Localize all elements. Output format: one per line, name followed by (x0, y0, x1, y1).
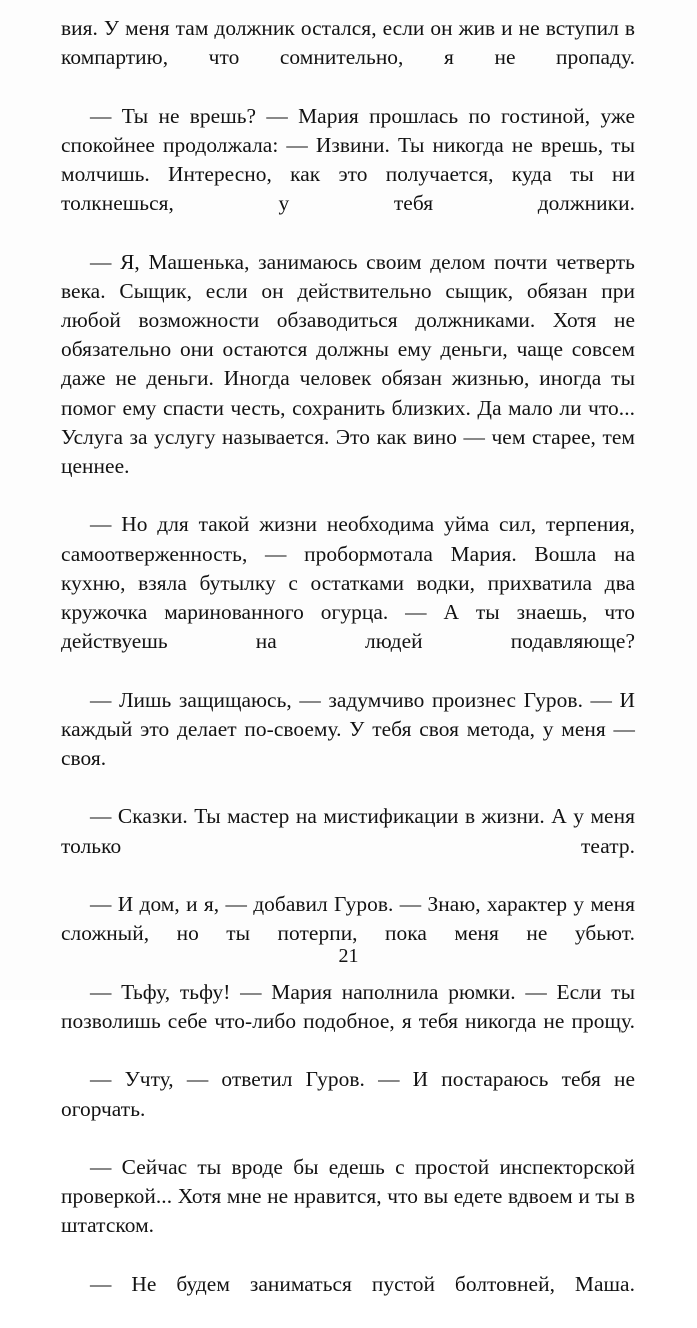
paragraph: — Сейчас ты вроде бы едешь с простой инспекторской проверкой... Хотя мне не нравится, что вы едете вдвоем и ты в штатском. (61, 1154, 635, 1238)
paragraph: — Тьфу, тьфу! — Мария наполнила рюмки. — Если ты позволишь себе что-либо подобное, я тебя никогда не прощу. (61, 979, 635, 1033)
paragraph: — Ты не врешь? — Мария прошлась по гостиной, уже спокойнее продолжала: — Извини. Ты никогда не врешь, ты молчишь. Интересно, как это получается, куда ты ни толкнешься, у тебя должники. (61, 103, 635, 216)
paragraph: — Я, Машенька, занимаюсь своим делом почти четверть века. Сыщик, если он действительно сыщик, обязан при любой возможности обзаводиться должниками. Хотя не обязательно они остаются должны ему деньги, чаще совсем даже не деньги. Иногда человек обязан жизнью, иногда ты помог ему спасти честь, сохранить близких. Да мало ли что... Услуга за услугу называется. Это как вино — чем старее, тем ценнее. (61, 249, 635, 479)
paragraph: — Учту, — ответил Гуров. — И постараюсь тебя не огорчать. (61, 1067, 635, 1121)
paragraph-continuation: вия. У меня там должник остался, если он жив и не вступил в компартию, что сомнительно, я не пропаду. (61, 16, 635, 70)
body-text-column (61, 14, 635, 1328)
paragraph-last: — Не будем заниматься пустой болтовней, Маша. (90, 1271, 635, 1296)
paragraph: — Лишь защищаюсь, — задумчиво произнес Гуров. — И каждый это делает по-своему. У тебя своя метода, у меня — своя. (61, 687, 635, 771)
paragraph: — Сказки. Ты мастер на мистификации в жизни. А у меня только театр. (61, 804, 635, 858)
paragraph: — Но для такой жизни необходима уйма сил, терпения, самоотверженность, — пробормотала Мария. Вошла на кухню, взяла бутылку с остатками водки, прихватила два кружочка маринованного огурца. — А ты знаешь, что действуешь на людей подавляюще? (61, 512, 635, 654)
paragraph: — И дом, и я, — добавил Гуров. — Знаю, характер у меня сложный, но ты потерпи, пока меня не убьют. (61, 892, 635, 946)
page-number: 21 (338, 945, 359, 967)
